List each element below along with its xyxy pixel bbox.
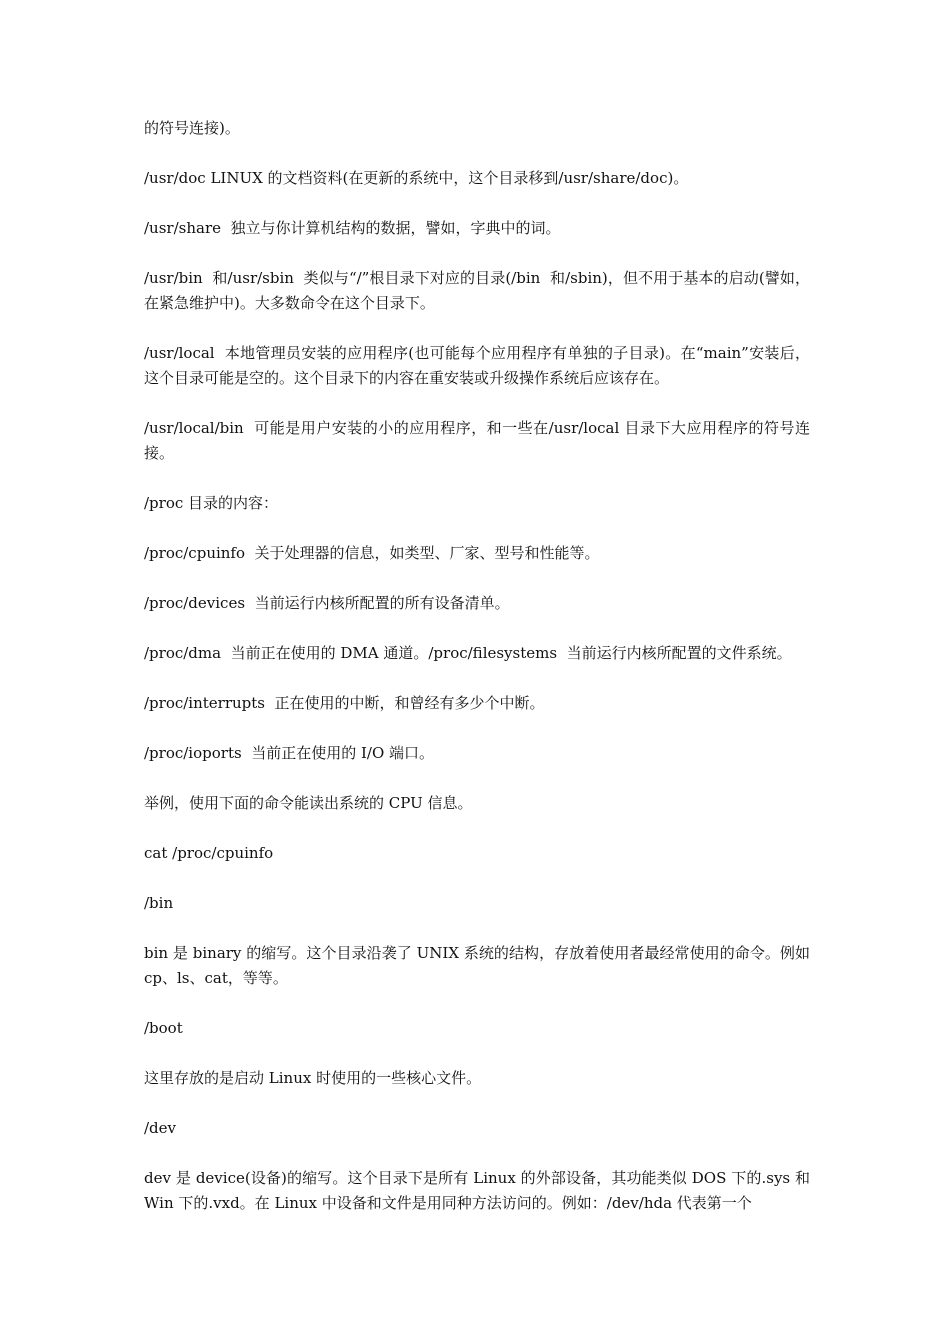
paragraph-proc-dma: /proc/dma 当前正在使用的 DMA 通道。/proc/filesystems 当前运行内核所配置的文件系统。 [144, 644, 792, 662]
paragraph-proc-cpuinfo: /proc/cpuinfo 关于处理器的信息，如类型、厂家、型号和性能等。 [144, 544, 600, 562]
document-body [144, 116, 815, 1241]
paragraph-proc-devices: /proc/devices 当前运行内核所配置的所有设备清单。 [144, 594, 510, 612]
paragraph-example-command: cat /proc/cpuinfo [144, 844, 274, 862]
paragraph-proc-ioports: /proc/ioports 当前正在使用的 I/O 端口。 [144, 744, 435, 762]
paragraph-proc-heading: /proc 目录的内容： [144, 494, 279, 512]
paragraph-usr-share: /usr/share 独立与你计算机结构的数据，譬如，字典中的词。 [144, 219, 561, 237]
paragraph-dev-description: dev 是 device(设备)的缩写。这个目录下是所有 Linux 的外部设备，其功能类似 DOS 下的.sys 和 Win 下的.vxd。在 Linux 中设备和文件是用同种方法访问的。例如：/dev/hda 代表第一个 [144, 1169, 815, 1212]
paragraph-bin-description: bin 是 binary 的缩写。这个目录沿袭了 UNIX 系统的结构，存放着使用者最经常使用的命令。例如 cp、ls、cat，等等。 [144, 944, 815, 987]
paragraph-proc-interrupts: /proc/interrupts 正在使用的中断，和曾经有多少个中断。 [144, 694, 545, 712]
paragraph-usr-bin-symlink-tail: 的符号连接)。 [144, 119, 240, 137]
paragraph-usr-doc: /usr/doc LINUX 的文档资料(在更新的系统中，这个目录移到/usr/share/doc)。 [144, 169, 689, 187]
paragraph-usr-local-bin: /usr/local/bin 可能是用户安装的小的应用程序，和一些在/usr/local 目录下大应用程序的符号连接。 [144, 419, 810, 462]
paragraph-boot-heading: /boot [144, 1019, 183, 1037]
paragraph-dev-heading: /dev [144, 1119, 177, 1137]
paragraph-usr-bin-sbin: /usr/bin 和/usr/sbin 类似与“/”根目录下对应的目录(/bin 和/sbin)，但不用于基本的启动(譬如，在紧急维护中)。大多数命令在这个目录下。 [144, 269, 810, 312]
paragraph-example-intro: 举例，使用下面的命令能读出系统的 CPU 信息。 [144, 794, 473, 812]
paragraph-usr-local: /usr/local 本地管理员安装的应用程序(也可能每个应用程序有单独的子目录)。在“main”安装后，这个目录可能是空的。这个目录下的内容在重安装或升级操作系统后应该存在。 [144, 344, 810, 387]
paragraph-boot-description: 这里存放的是启动 Linux 时使用的一些核心文件。 [144, 1069, 482, 1087]
paragraph-bin-heading: /bin [144, 894, 174, 912]
